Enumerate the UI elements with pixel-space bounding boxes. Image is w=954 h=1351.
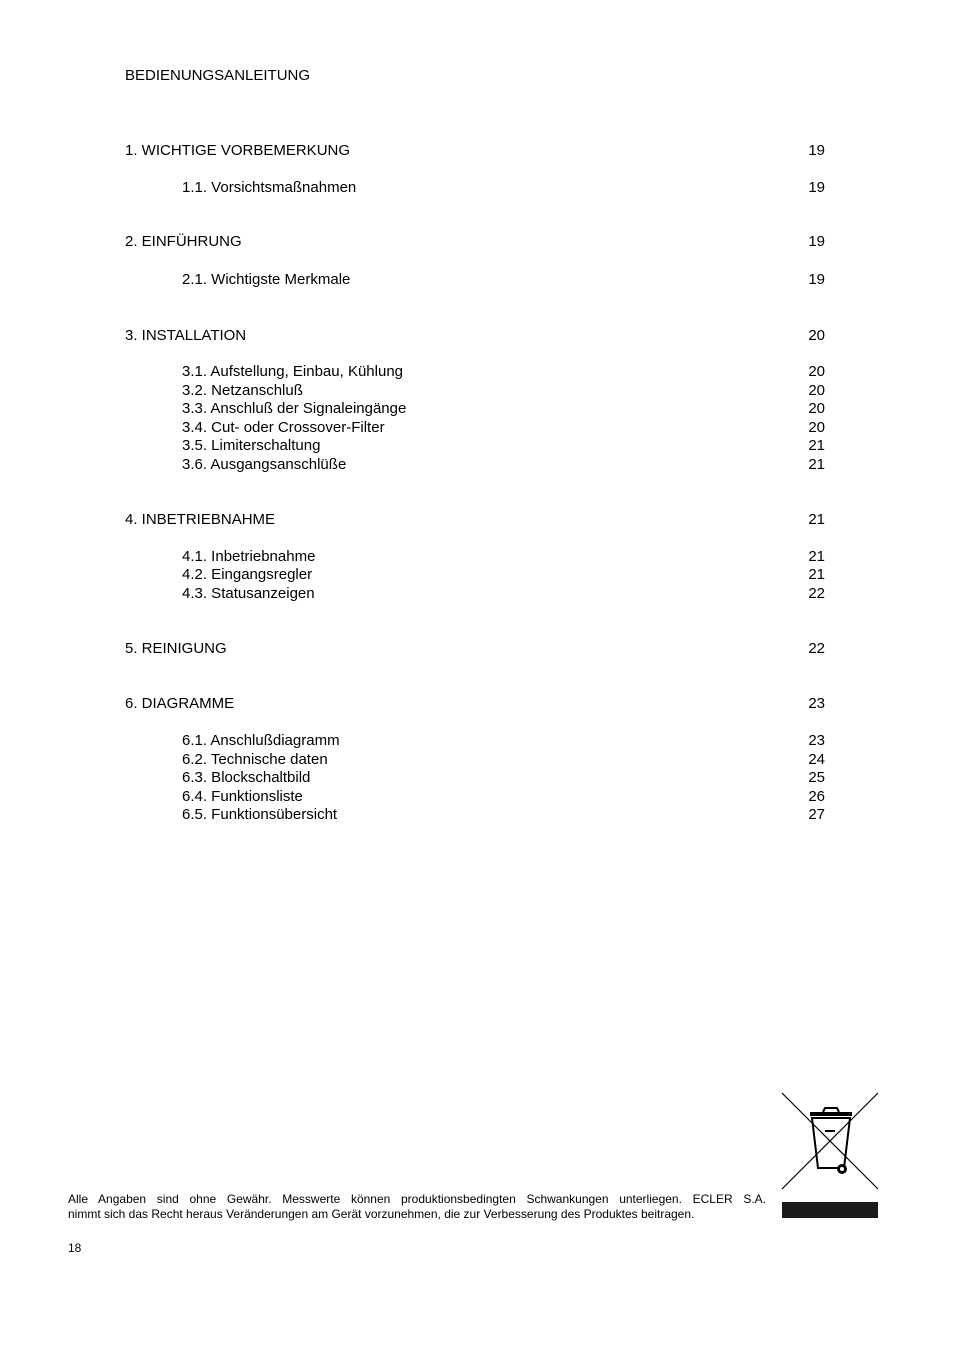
toc-entry-label: 3.1. Aufstellung, Einbau, Kühlung (182, 363, 404, 380)
toc-entry-2-1[interactable] (125, 271, 825, 289)
toc-entry-label: 6.2. Technische daten (182, 751, 328, 768)
toc-entry-page: 21 (808, 437, 825, 454)
toc-entry-page: 20 (808, 419, 825, 436)
toc-entry-label: 6.1. Anschlußdiagramm (182, 732, 340, 749)
toc-entry-3-5[interactable] (125, 437, 825, 455)
page-number: 18 (68, 1241, 82, 1255)
toc-entry-page: 24 (808, 751, 825, 768)
toc-entry-4-1[interactable] (125, 548, 825, 566)
toc-entry-3-1[interactable] (125, 363, 825, 381)
toc-entry-page: 23 (808, 695, 825, 712)
toc-entry-page: 27 (808, 806, 825, 823)
toc-entry-label: 2.1. Wichtigste Merkmale (182, 271, 351, 288)
toc-entry-label: 4.3. Statusanzeigen (182, 585, 315, 602)
weee-bin-icon (781, 1092, 879, 1219)
toc-entry-4[interactable] (125, 511, 825, 529)
toc-entry-6-3[interactable] (125, 769, 825, 787)
toc-entry-label: 6.3. Blockschaltbild (182, 769, 311, 786)
toc-entry-6-1[interactable] (125, 732, 825, 750)
toc-entry-3-3[interactable] (125, 400, 825, 418)
toc-entry-label: 4. INBETRIEBNAHME (125, 511, 276, 528)
toc-entry-6[interactable] (125, 695, 825, 713)
toc-entry-5[interactable] (125, 640, 825, 658)
toc-entry-3[interactable] (125, 327, 825, 345)
toc-entry-label: 1.1. Vorsichtsmaßnahmen (182, 179, 357, 196)
disclaimer-line-1: Alle Angaben sind ohne Gewähr. Messwerte können produktionsbedingten Schwankungen unterliegen. ECLER S.A. (68, 1192, 766, 1206)
toc-entry-2[interactable] (125, 233, 825, 251)
toc-entry-page: 20 (808, 363, 825, 380)
toc-entry-page: 21 (808, 511, 825, 528)
toc-entry-label: 3.3. Anschluß der Signaleingänge (182, 400, 407, 417)
document-title: BEDIENUNGSANLEITUNG (125, 67, 311, 84)
toc-entry-label: 3.2. Netzanschluß (182, 382, 303, 399)
toc-entry-label: 3.4. Cut- oder Crossover-Filter (182, 419, 385, 436)
toc-entry-page: 20 (808, 327, 825, 344)
toc-entry-label: 6.4. Funktionsliste (182, 788, 303, 805)
toc-entry-4-3[interactable] (125, 585, 825, 603)
toc-entry-label: 2. EINFÜHRUNG (125, 233, 242, 250)
toc-entry-1[interactable] (125, 142, 825, 160)
disclaimer-line-2: nimmt sich das Recht heraus Veränderungen am Gerät vorzunehmen, die zur Verbesserung des Produktes beitragen. (68, 1207, 695, 1221)
toc-entry-label: 6.5. Funktionsübersicht (182, 806, 338, 823)
toc-entry-4-2[interactable] (125, 566, 825, 584)
toc-entry-label: 4.2. Eingangsregler (182, 566, 313, 583)
toc-entry-page: 19 (808, 271, 825, 288)
toc-entry-page: 25 (808, 769, 825, 786)
toc-entry-page: 23 (808, 732, 825, 749)
toc-entry-page: 19 (808, 233, 825, 250)
toc-entry-page: 22 (808, 640, 825, 657)
toc-entry-page: 19 (808, 179, 825, 196)
toc-entry-page: 20 (808, 382, 825, 399)
toc-entry-6-5[interactable] (125, 806, 825, 824)
toc-entry-3-6[interactable] (125, 456, 825, 474)
footer-disclaimer (68, 1192, 766, 1222)
toc-entry-6-2[interactable] (125, 751, 825, 769)
toc-entry-page: 20 (808, 400, 825, 417)
toc-entry-page: 26 (808, 788, 825, 805)
toc-entry-page: 21 (808, 456, 825, 473)
toc-entry-page: 22 (808, 585, 825, 602)
toc-entry-label: 3.6. Ausgangsanschlüße (182, 456, 347, 473)
toc-entry-3-2[interactable] (125, 382, 825, 400)
toc-entry-1-1[interactable] (125, 179, 825, 197)
toc-entry-page: 19 (808, 142, 825, 159)
toc-entry-3-4[interactable] (125, 419, 825, 437)
toc-entry-label: 4.1. Inbetriebnahme (182, 548, 316, 565)
toc-entry-label: 1. WICHTIGE VORBEMERKUNG (125, 142, 351, 159)
toc-entry-label: 5. REINIGUNG (125, 640, 227, 657)
toc-entry-label: 3. INSTALLATION (125, 327, 247, 344)
toc-entry-page: 21 (808, 548, 825, 565)
toc-entry-label: 6. DIAGRAMME (125, 695, 235, 712)
toc-entry-page: 21 (808, 566, 825, 583)
toc-entry-6-4[interactable] (125, 788, 825, 806)
toc-entry-label: 3.5. Limiterschaltung (182, 437, 321, 454)
